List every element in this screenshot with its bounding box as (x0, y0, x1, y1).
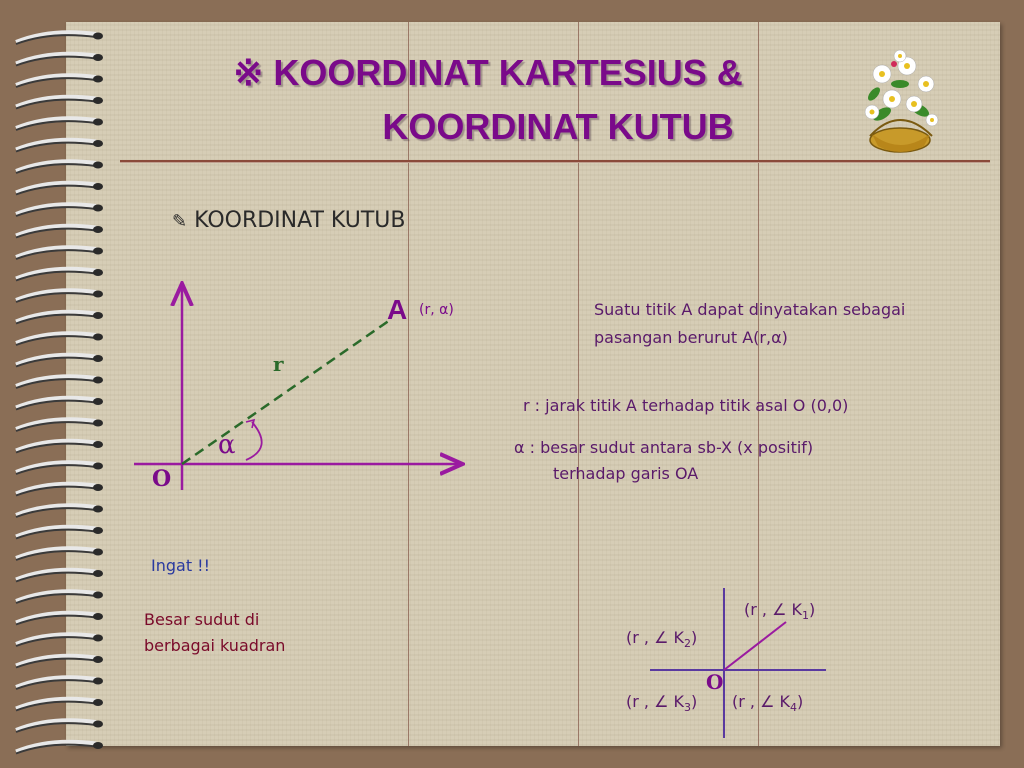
title-divider (120, 160, 990, 163)
binding-hole (93, 678, 103, 685)
k3-prefix: (r , ∠ K (626, 692, 684, 711)
flower-basket-icon (852, 44, 952, 156)
quadrant-k1-label (744, 600, 815, 622)
binding-hole (93, 506, 103, 513)
k2-suffix: ) (691, 628, 698, 647)
radius-label: r (273, 352, 284, 376)
description-line1: Suatu titik A dapat dinyatakan sebagai (594, 300, 906, 319)
quadrant-radius-line (724, 622, 786, 670)
binding-hole (93, 291, 103, 298)
k1-prefix: (r , ∠ K (744, 600, 802, 619)
slide-title-line1 (0, 52, 1000, 94)
binding-hole (93, 312, 103, 319)
binding-hole (93, 420, 103, 427)
binding-hole (93, 183, 103, 190)
title-text-line1: KOORDINAT KARTESIUS & (273, 52, 743, 93)
binding-hole (93, 699, 103, 706)
section-heading-text: KOORDINAT KUTUB (194, 208, 406, 233)
k4-prefix: (r , ∠ K (732, 692, 790, 711)
reminder-line2: berbagai kuadran (144, 636, 286, 655)
reminder-heading: Ingat !! (151, 556, 211, 575)
alpha-definition-line2: terhadap garis OA (553, 464, 699, 483)
binding-hole (93, 721, 103, 728)
origin-label: O (152, 466, 172, 492)
quadrant-k3-label (626, 692, 697, 714)
quadrant-k4-label (732, 692, 803, 714)
point-a-label: A (387, 294, 408, 325)
binding-hole (93, 613, 103, 620)
binding-hole (93, 635, 103, 642)
binding-hole (93, 97, 103, 104)
section-heading (172, 208, 405, 233)
k1-suffix: ) (809, 600, 816, 619)
slide-title-line2: KOORDINAT KUTUB (382, 106, 734, 147)
reference-mark-icon: ※ (233, 52, 264, 93)
k1-subscript: 1 (802, 609, 809, 623)
binding-hole (93, 656, 103, 663)
r-definition: r : jarak titik A terhadap titik asal O (0,0) (523, 396, 849, 415)
pen-icon: ✎ (172, 211, 188, 232)
binding-hole (93, 205, 103, 212)
binding-hole (93, 377, 103, 384)
binding-hole (93, 441, 103, 448)
k4-subscript: 4 (790, 701, 797, 715)
binding-hole (93, 570, 103, 577)
point-a-coordinates: (r, α) (419, 302, 454, 318)
binding-hole (93, 162, 103, 169)
binding-hole (93, 269, 103, 276)
alpha-definition-line1: α : besar sudut antara sb-X (x positif) (514, 438, 814, 457)
binding-hole (93, 248, 103, 255)
binding-hole (93, 334, 103, 341)
quadrant-k2-label (626, 628, 697, 650)
angle-arc (246, 422, 262, 460)
binding-hole (93, 463, 103, 470)
k3-suffix: ) (691, 692, 698, 711)
binding-hole (93, 549, 103, 556)
binding-hole (93, 592, 103, 599)
binding-hole (93, 398, 103, 405)
binding-hole (93, 355, 103, 362)
radius-line-oa (182, 320, 390, 464)
k3-subscript: 3 (684, 701, 691, 715)
quadrant-origin-label: O (706, 670, 724, 694)
binding-hole (93, 484, 103, 491)
binding-hole (93, 527, 103, 534)
binding-hole (93, 742, 103, 749)
binding-hole (93, 226, 103, 233)
binding-hole (93, 33, 103, 40)
k4-suffix: ) (797, 692, 804, 711)
k2-prefix: (r , ∠ K (626, 628, 684, 647)
description-line2: pasangan berurut A(r,α) (594, 328, 788, 347)
reminder-line1: Besar sudut di (144, 610, 260, 629)
angle-alpha-label: α (218, 430, 236, 460)
k2-subscript: 2 (684, 637, 691, 651)
